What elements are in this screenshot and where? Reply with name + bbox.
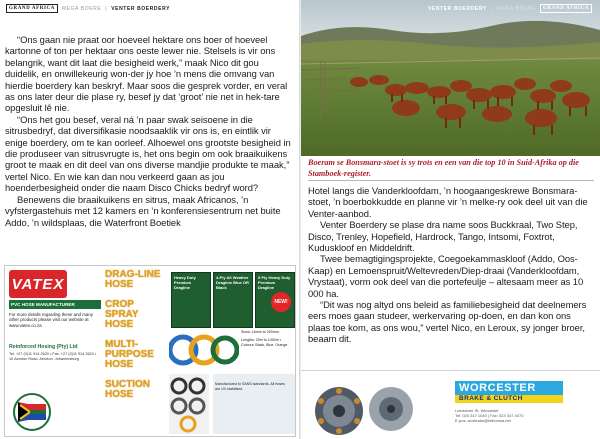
left-body-text bbox=[5, 34, 293, 228]
advert-spec: Lengths: 25m to 1000m • Colours: Black, Blue, Orange bbox=[241, 338, 288, 347]
advert-blurb: For more details regarding these and many other products please visit our website at www.vatex.co.za bbox=[9, 312, 93, 328]
clutch-kit-icon bbox=[309, 381, 429, 437]
product-box: 4-Ply All Weather Dragline Blue OR Black bbox=[213, 272, 253, 328]
left-page bbox=[0, 0, 299, 439]
vatex-advert[interactable] bbox=[4, 265, 296, 437]
advert-products-panel bbox=[167, 266, 296, 437]
advert-company: Reinforced Hosing (Pty) Ltd bbox=[9, 344, 78, 350]
right-page bbox=[301, 0, 600, 439]
worcester-brand: WORCESTER bbox=[455, 381, 563, 395]
magazine-logo: GRAND AFRICA bbox=[6, 4, 58, 13]
worcester-subbrand: BRAKE & CLUTCH bbox=[455, 395, 563, 403]
worcester-logo bbox=[455, 381, 563, 424]
bonsmara-herd-image bbox=[301, 0, 600, 156]
photo-caption: Boeram se Bonsmara-stoet is sy trots en een van die top 10 in Suid-Afrika op die Stamboek-register. bbox=[308, 158, 579, 178]
new-badge: NEW! bbox=[271, 292, 291, 312]
sa-flag-badge-icon bbox=[13, 392, 51, 432]
body-paragraph: Venter Boerdery se plase dra name soos Buckkraal, Two Step, Disco, Trenley, Hopefield, Hardrock, Tango, Intsomi, Foxtrot, Kuduskloof en Middeldrift. bbox=[308, 219, 578, 254]
worcester-advert[interactable] bbox=[301, 370, 600, 439]
section-name: VENTER BOERDERY bbox=[111, 5, 171, 12]
hose-types-column bbox=[105, 270, 165, 410]
body-paragraph: Benewens die braaikuikens en sitrus, maak Africanos, ’n vyfstergastehuis met 12 kamers en ’n konferensiesentrum net buite Addo, ’n wildsplaas, die Waterfront Boetiek bbox=[5, 193, 281, 228]
advert-footnote: Manufactured to SANS standards. All hoses are UV stabilised. bbox=[215, 382, 285, 391]
magazine-name: MEGA BOERE bbox=[61, 5, 102, 12]
hose-coil-icon bbox=[169, 330, 239, 370]
advert-address: Tel: +27 (0)11 914 2620 • Fax: +27 (0)11 914 2624 • 10 Aeroton Road, Aeroton, Johannesburg bbox=[9, 352, 97, 361]
vatex-brand: VATEX bbox=[11, 275, 65, 293]
hose-label-suction: SUCTION HOSE bbox=[105, 379, 150, 400]
vatex-logo bbox=[9, 270, 67, 298]
right-folio bbox=[428, 4, 592, 13]
hose-label-cropspray: CROP SPRAY HOSE bbox=[105, 299, 139, 330]
hose-label-dragline: DRAG-LINE HOSE bbox=[105, 269, 161, 290]
caption-divider bbox=[308, 180, 594, 181]
hose-label-multipurpose: MULTI-PURPOSE HOSE bbox=[105, 339, 154, 370]
left-folio bbox=[6, 4, 170, 13]
magazine-logo: GRAND AFRICA bbox=[540, 4, 592, 13]
advert-left-panel bbox=[5, 266, 105, 437]
advert-sizes: Sizes: 16mm to 200mm bbox=[241, 330, 279, 334]
body-paragraph: “Ons het gou besef, veral ná ’n paar swak seisoene in die sitrusbedryf, dat diversifikasie noodsaaklik vir ons is, en eintlik vir enige boerdery, om te kan oorleef. Alhoewel ons grootste besigheid in die produseer van sitrusvrugte is, het ons begin om ook braaikuikens groot te maak en dit deel van ons diverse mandjie produkte te maak,” vertel Nico. En wie kan dan nou verkeerd gaan as jou hoenderbesigheid onder die naam Disco Chicks bedryf word? bbox=[5, 113, 291, 194]
section-name: VENTER BOERDERY bbox=[427, 5, 487, 12]
folio-separator: | bbox=[490, 5, 493, 12]
worcester-address: Lotusrivier St, Worcester Tel: 023 347 1040 | Fax: 023 347 4070 E-pos: worbrake@telkomsa.net bbox=[455, 408, 524, 424]
body-paragraph: “Ons gaan nie praat oor hoeveel hektare ons boer of hoeveel kartonne of ton per hektaar ons oeste lewer nie. Stelsels is vir ons belangrik, want dit laat die besigheid werk,” maak Nico dit gou duidelik, en onwillekeurig won-der jy hoe ’n mens die omvang van hierdie boerdery kan beskryf. Maar soos die gesprek vorder, en veral as ons later deur die plase ry, besef jy dat ‘groot’ nie net in hek-tare opgesluit lê nie. bbox=[5, 34, 288, 114]
product-box: Heavy Duty Premium Dragline bbox=[171, 272, 211, 328]
folio-separator: | bbox=[105, 5, 108, 12]
body-paragraph: “Dit was nog altyd ons beleid as familiebesigheid dat deelnemers eers moes gaan studeer, werkervaring op-doen, en dan kon ons plaas toe kom, as ons wou,” vertel Nico, en Leroux, sy jonger broer, beaam dit. bbox=[308, 299, 587, 345]
body-paragraph: Hotel langs die Vanderkloofdam, ’n hoogaangeskrewe Bonsmara-stoet, ’n boerbokkudde en planne vir ’n melke-ry ook deel uit van die Venter-aanbod. bbox=[308, 185, 588, 219]
product-box: 5 Ply Heavy Duty Premium Dragline bbox=[255, 272, 295, 328]
magazine-name: MEGA BOERE bbox=[496, 5, 537, 12]
cattle-photo bbox=[301, 0, 600, 156]
vatex-tagline: PVC HOSE MANUFACTURER bbox=[9, 300, 101, 309]
body-paragraph: Twee bemagtigingsprojekte, Coegoekammaskloof (Addo, Oos-Kaap) en Lemoenspruit/Weltevreden/Diep-draai (Vanderkloofdam, Vrystaat), vorm ook deel van die portefeulje – altesaam meer as 10 000 ha. bbox=[308, 253, 584, 299]
right-body-text bbox=[308, 185, 595, 345]
